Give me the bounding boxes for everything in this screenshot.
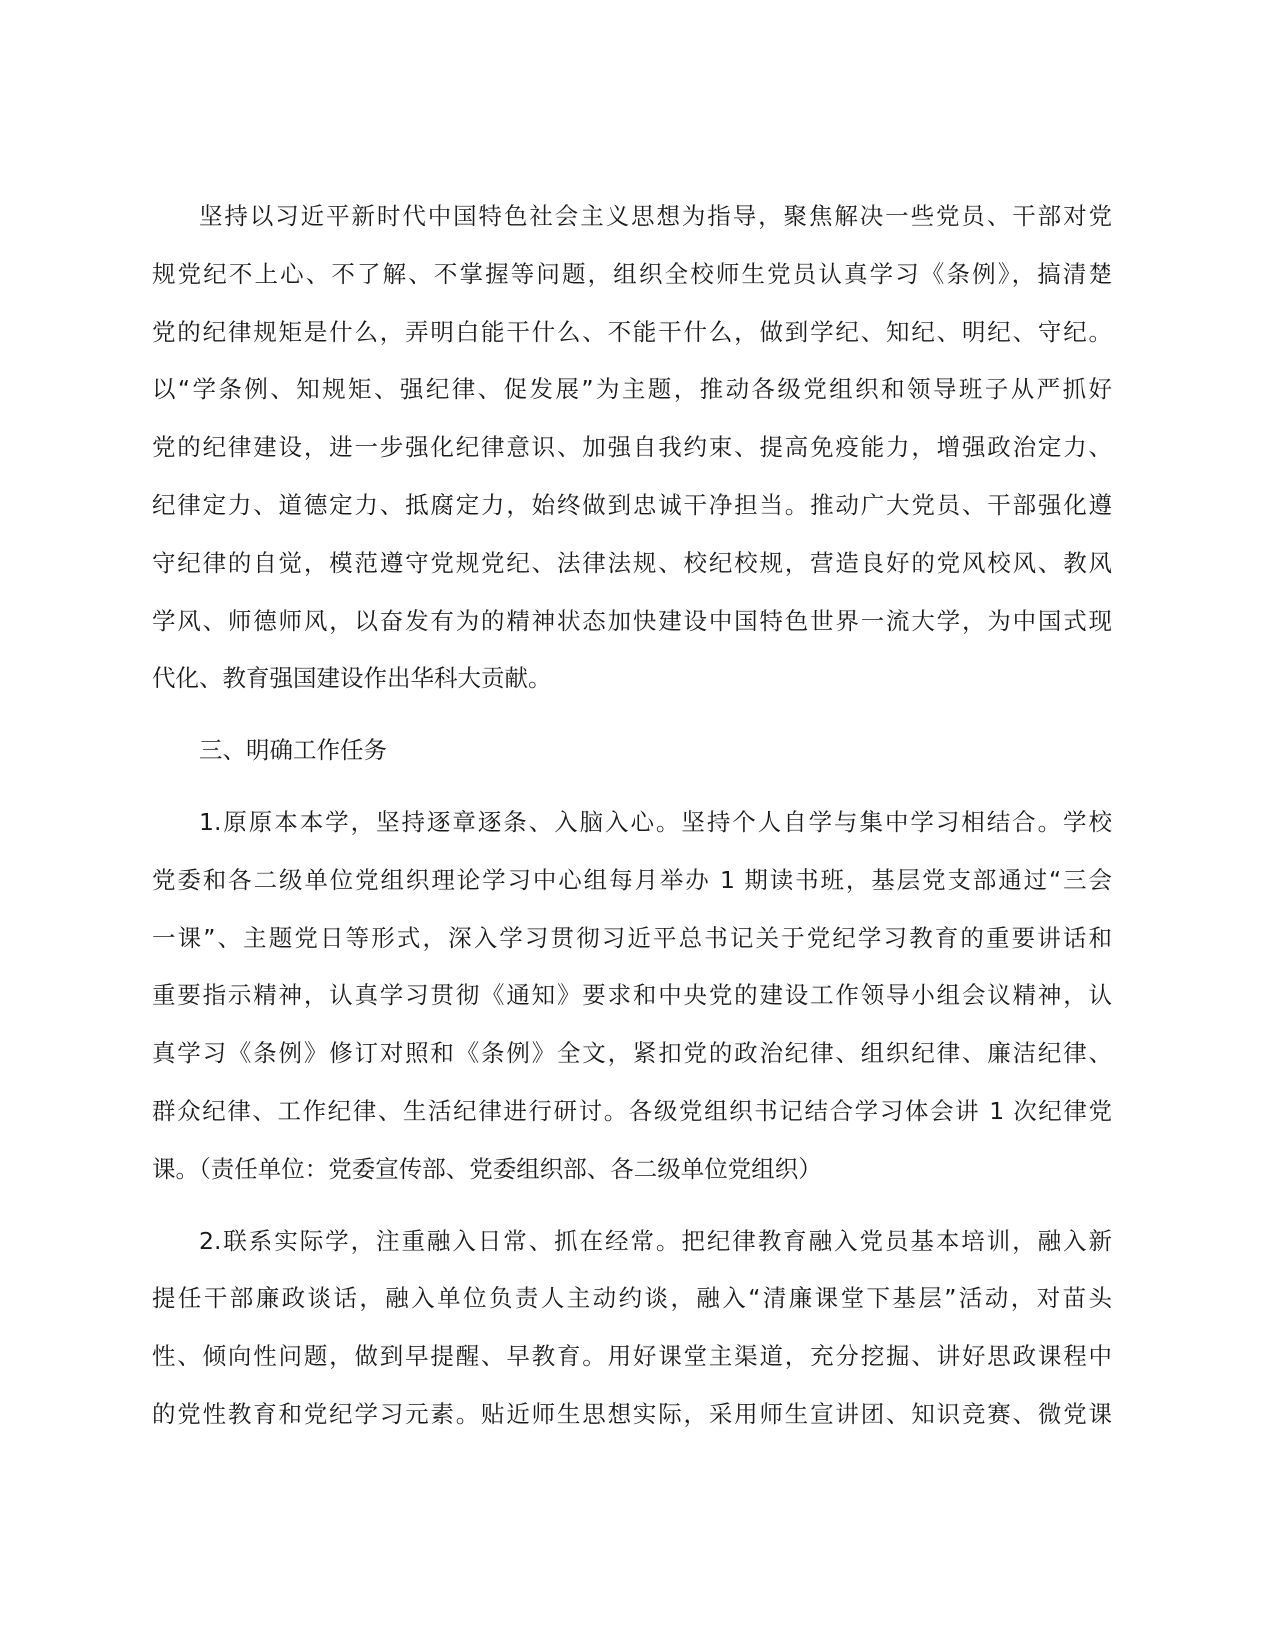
text-line: 课。（责任单位：党委宣传部、党委组织部、各二级单位党组织） [152,1154,822,1183]
paragraph-task-1 [152,794,1112,1199]
text-line: 代化、教育强国建设作出华科大贡献。 [152,664,552,693]
text-line: 坚持以习近平新时代中国特色社会主义思想为指导，聚焦解决一些党员、干部对党 [199,202,1112,230]
text-line: 群众纪律、工作纪律、生活纪律进行研讨。各级党组织书记结合学习体会讲 1 次纪律党 [152,1096,1112,1125]
text-line: 2.联系实际学，注重融入日常、抓在经常。把纪律教育融入党员基本培训，融入新 [199,1226,1112,1255]
text-line: 1.原原本本学，坚持逐章逐条、入脑入心。坚持个人自学与集中学习相结合。学校 [199,807,1112,836]
text-line: 学风、师德师风，以奋发有为的精神状态加快建设中国特色世界一流大学，为中国式现 [152,606,1112,635]
text-line: 重要指示精神，认真学习贯彻《通知》要求和中央党的建设工作领导小组会议精神，认 [152,981,1112,1010]
text-line: 党的纪律建设，进一步强化纪律意识、加强自我约束、提高免疫能力，增强政治定力、 [152,433,1112,462]
text-line: 性、倾向性问题，做到早提醒、早教育。用好课堂主渠道，充分挖掘、讲好思政课程中 [152,1342,1112,1371]
paragraph-guiding-principle [152,188,1112,708]
paragraph-gap [152,1199,1112,1213]
text-line: 纪律定力、道德定力、抵腐定力，始终做到忠诚干净担当。推动广大党员、干部强化遵 [152,490,1112,519]
text-line: 以“学条例、知规矩、强纪律、促发展”为主题，推动各级党组织和领导班子从严抓好 [152,375,1112,404]
paragraph-task-2 [152,1213,1112,1444]
section-heading-3 [152,722,1112,780]
text-line: 规党纪不上心、不了解、不掌握等问题，组织全校师生党员认真学习《条例》，搞清楚 [152,259,1112,288]
paragraph-gap [152,780,1112,794]
paragraph-gap [152,708,1112,722]
text-line: 的党性教育和党纪学习元素。贴近师生思想实际，采用师生宣讲团、知识竞赛、微党课 [152,1399,1112,1428]
text-line: 提任干部廉政谈话，融入单位负责人主动约谈，融入“清廉课堂下基层”活动，对苗头 [152,1284,1112,1313]
text-line: 真学习《条例》修订对照和《条例》全文，紧扣党的政治纪律、组织纪律、廉洁纪律、 [152,1039,1112,1068]
document-body [152,188,1112,1444]
text-line: 党委和各二级单位党组织理论学习中心组每月举办 1 期读书班，基层党支部通过“三会 [152,865,1112,894]
text-line: 守纪律的自觉，模范遵守党规党纪、法律法规、校纪校规，营造良好的党风校风、教风 [152,548,1112,577]
text-line: 党的纪律规矩是什么，弄明白能干什么、不能干什么，做到学纪、知纪、明纪、守纪。 [152,317,1112,346]
text-line: 一课”、主题党日等形式，深入学习贯彻习近平总书记关于党纪学习教育的重要讲话和 [152,923,1112,952]
section-heading-text: 三、明确工作任务 [199,736,387,765]
